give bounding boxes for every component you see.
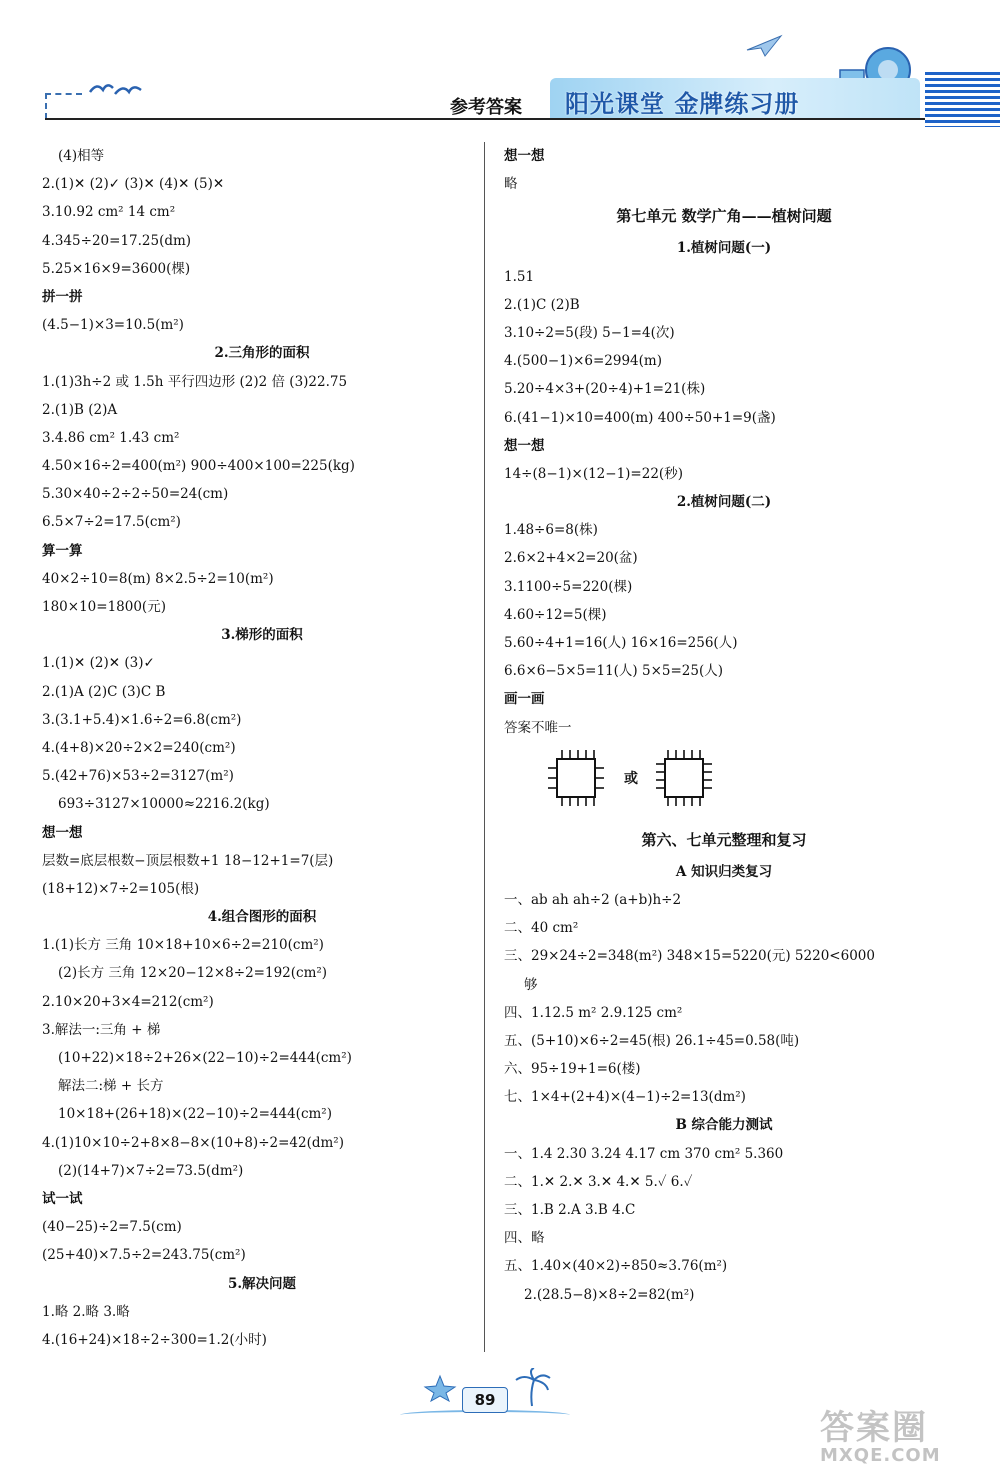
answer-line: (10+22)×18÷2+26×(22−10)÷2=444(cm²) bbox=[58, 1050, 352, 1066]
paper-plane-icon bbox=[745, 30, 785, 60]
answer-line: 5.30×40÷2÷2÷50=24(cm) bbox=[42, 486, 229, 503]
header-decoration bbox=[45, 93, 82, 119]
left-column bbox=[42, 142, 482, 1354]
answer-line: 3.4.86 cm² 1.43 cm² bbox=[42, 429, 180, 446]
answer-line: 4.(1)10×10÷2+8×8−8×(10+8)÷2=42(dm²) bbox=[42, 1134, 344, 1151]
answer-line: 够 bbox=[524, 976, 538, 993]
answer-line: 6.(41−1)×10=400(m) 400÷50+1=9(盏) bbox=[504, 409, 776, 426]
watermark bbox=[820, 1400, 995, 1466]
answer-line: 3.10.92 cm² 14 cm² bbox=[42, 204, 176, 221]
subsection-label: 画一画 bbox=[504, 691, 545, 708]
answer-line: (18+12)×7÷2=105(根) bbox=[42, 880, 200, 897]
answer-line: 一、1.4 2.30 3.24 4.17 cm 370 cm² 5.360 bbox=[504, 1145, 784, 1162]
answer-line: 略 bbox=[504, 176, 518, 193]
answer-line: 5.25×16×9=3600(棵) bbox=[42, 260, 191, 277]
answer-line: 4.(16+24)×18÷2÷300=1.2(小时) bbox=[42, 1331, 267, 1348]
answer-line: 五、1.40×(40×2)÷850≈3.76(m²) bbox=[504, 1258, 728, 1275]
answer-line: 1.51 bbox=[504, 268, 535, 285]
answer-line: 2.(1)A (2)C (3)C B bbox=[42, 683, 166, 700]
section-heading: 2.三角形的面积 bbox=[214, 345, 310, 362]
page-header bbox=[0, 0, 1000, 130]
answer-line: 4.(500−1)×6=2994(m) bbox=[504, 353, 662, 370]
watermark-url: MXQE.COM bbox=[820, 1445, 941, 1466]
book-title-banner bbox=[550, 78, 920, 118]
review-section-title: 第六、七单元整理和复习 bbox=[641, 830, 807, 849]
answer-line: 5.20÷4×3+(20÷4)+1=21(株) bbox=[504, 381, 706, 398]
answer-line: 4.60÷12=5(棵) bbox=[504, 606, 607, 623]
answer-line: 1.略 2.略 3.略 bbox=[42, 1303, 130, 1320]
page-number: 89 bbox=[462, 1387, 508, 1413]
square-figure-two bbox=[654, 748, 714, 808]
answer-line: 2.(1)B (2)A bbox=[42, 401, 118, 418]
answer-line: 4.345÷20=17.25(dm) bbox=[42, 232, 192, 249]
section-heading: 5.解决问题 bbox=[227, 1275, 297, 1292]
section-heading: 4.组合图形的面积 bbox=[207, 909, 317, 926]
answer-line: 解法二:梯 + 长方 bbox=[58, 1078, 164, 1095]
palm-tree-icon bbox=[512, 1368, 552, 1408]
answer-line: (25+40)×7.5÷2=243.75(cm²) bbox=[42, 1247, 246, 1264]
answer-line: 40×2÷10=8(m) 8×2.5÷2=10(m²) bbox=[42, 570, 274, 587]
answer-line: 五、(5+10)×6÷2=45(根) 26.1÷45=0.58(吨) bbox=[504, 1032, 800, 1049]
answer-line: 3.(3.1+5.4)×1.6÷2=6.8(cm²) bbox=[42, 711, 242, 728]
tree-planting-figures bbox=[504, 742, 944, 822]
section-heading: 3.梯形的面积 bbox=[221, 627, 303, 644]
answer-line: 层数=底层根数−顶层根数+1 18−12+1=7(层) bbox=[42, 852, 334, 869]
section-heading: 2.植树问题(二) bbox=[676, 494, 772, 511]
header-rule bbox=[45, 118, 925, 120]
answer-line: 1.(1)✕ (2)✕ (3)✓ bbox=[42, 655, 155, 672]
answer-line: 二、40 cm² bbox=[504, 920, 579, 937]
answer-line: 答案不唯一 bbox=[504, 719, 572, 736]
unit-seven-title: 第七单元 数学广角——植树问题 bbox=[616, 207, 832, 226]
header-stripes bbox=[925, 72, 1000, 127]
column-divider bbox=[484, 142, 485, 1352]
answer-line: 5.(42+76)×53÷2=3127(m²) bbox=[42, 768, 234, 785]
answer-line: 2.(1)✕ (2)✓ (3)✕ (4)✕ (5)✕ bbox=[42, 176, 225, 193]
answer-line: 1.(1)长方 三角 10×18+10×6÷2=210(cm²) bbox=[42, 937, 324, 954]
section-heading: A 知识归类复习 bbox=[675, 863, 773, 880]
subsection-label: 想一想 bbox=[504, 148, 545, 164]
answer-line: 693÷3127×10000≈2216.2(kg) bbox=[58, 796, 270, 813]
right-column bbox=[504, 142, 944, 1309]
square-figure-one bbox=[546, 748, 606, 808]
answer-line: (2)长方 三角 12×20−12×8÷2=192(cm²) bbox=[58, 965, 328, 982]
answer-line: 3.解法一:三角 + 梯 bbox=[42, 1021, 161, 1038]
subsection-label: 想一想 bbox=[504, 437, 545, 454]
subsection-label: 想一想 bbox=[42, 824, 83, 841]
subsection-label: 试一试 bbox=[42, 1190, 83, 1207]
answer-line: 一、ab ah ah÷2 (a+b)h÷2 bbox=[504, 891, 682, 908]
answer-line: 四、1.12.5 m² 2.9.125 cm² bbox=[504, 1004, 683, 1021]
watermark-text: 答案圈 bbox=[820, 1408, 928, 1448]
answer-line: 二、1.✕ 2.✕ 3.✕ 4.✕ 5.✓ 6.✓ bbox=[504, 1173, 693, 1190]
subsection-label: 拼一拼 bbox=[42, 288, 83, 305]
answer-line: (40−25)÷2=7.5(cm) bbox=[42, 1219, 182, 1236]
answer-line: 180×10=1800(元) bbox=[42, 599, 166, 615]
answer-line: 2.10×20+3×4=212(cm²) bbox=[42, 993, 214, 1010]
answer-line: 1.48÷6=8(株) bbox=[504, 522, 598, 539]
answer-line: (4)相等 bbox=[58, 148, 105, 164]
answer-line: 三、29×24÷2=348(m²) 348×15=5220(元) 5220<6000 bbox=[504, 948, 875, 965]
answer-line: 四、略 bbox=[504, 1230, 545, 1247]
header-label: 参考答案 bbox=[450, 97, 522, 118]
birds-icon bbox=[85, 72, 145, 102]
subsection-label: 算一算 bbox=[42, 542, 83, 559]
answer-line: (2)(14+7)×7÷2=73.5(dm²) bbox=[58, 1162, 244, 1179]
book-title: 阳光课堂 金牌练习册 bbox=[565, 89, 800, 118]
answer-line: 3.10÷2=5(段) 5−1=4(次) bbox=[504, 324, 675, 341]
answer-line: 三、1.B 2.A 3.B 4.C bbox=[504, 1202, 636, 1218]
figure-or-label: 或 bbox=[624, 770, 638, 787]
answer-line: 6.6×6−5×5=11(人) 5×5=25(人) bbox=[504, 663, 723, 680]
answer-line: 七、1×4+(2+4)×(4−1)÷2=13(dm²) bbox=[504, 1089, 746, 1106]
answer-line: 1.(1)3h÷2 或 1.5h 平行四边形 (2)2 倍 (3)22.75 bbox=[42, 373, 348, 390]
answer-line: 10×18+(26+18)×(22−10)÷2=444(cm²) bbox=[58, 1106, 332, 1123]
answer-line: 2.6×2+4×2=20(盆) bbox=[504, 550, 638, 567]
answer-line: 4.(4+8)×20÷2×2=240(cm²) bbox=[42, 739, 236, 756]
answer-line: 3.1100÷5=220(棵) bbox=[504, 578, 633, 595]
starfish-icon bbox=[420, 1372, 460, 1402]
answer-line: 6.5×7÷2=17.5(cm²) bbox=[42, 514, 181, 531]
answer-line: 5.60÷4+1=16(人) 16×16=256(人) bbox=[504, 635, 738, 651]
answer-line: 2.(28.5−8)×8÷2=82(m²) bbox=[524, 1286, 695, 1303]
section-heading: B 综合能力测试 bbox=[675, 1117, 773, 1134]
section-heading: 1.植树问题(一) bbox=[676, 240, 772, 257]
answer-line: 六、95÷19+1=6(楼) bbox=[504, 1061, 641, 1078]
answer-line: 2.(1)C (2)B bbox=[504, 296, 580, 313]
answer-line: (4.5−1)×3=10.5(m²) bbox=[42, 317, 184, 334]
answer-line: 4.50×16÷2=400(m²) 900÷400×100=225(kg) bbox=[42, 458, 355, 475]
answer-line: 14÷(8−1)×(12−1)=22(秒) bbox=[504, 465, 683, 482]
